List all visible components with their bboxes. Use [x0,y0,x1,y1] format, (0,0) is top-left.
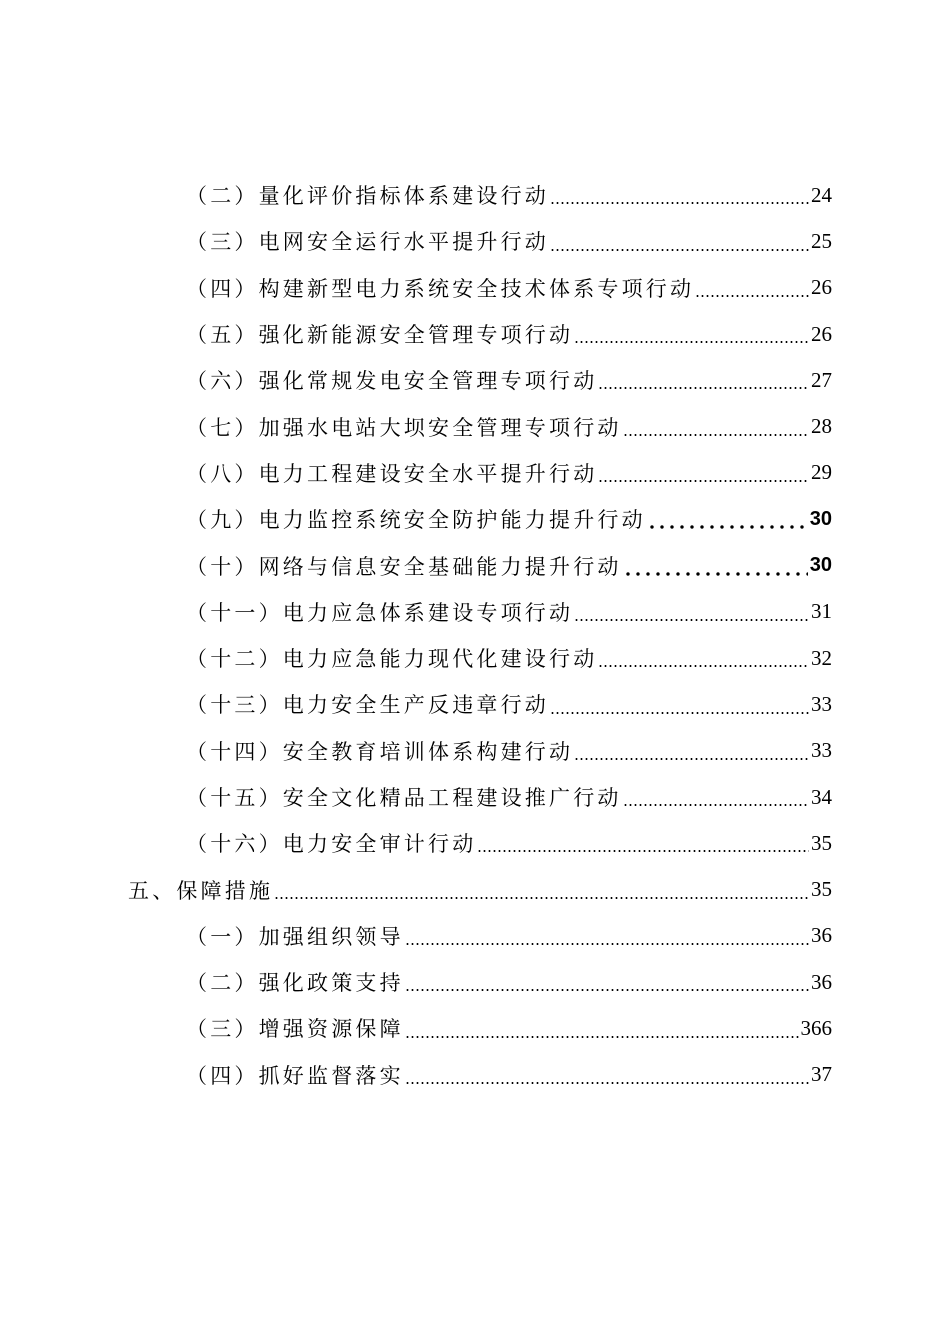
toc-entry-title: （二）强化政策支持 [186,971,404,996]
toc-entry-title: （十二）电力应急能力现代化建设行动 [186,647,598,672]
toc-entry-page: 35 [811,830,832,855]
toc-entry-title: （一）加强组织领导 [186,924,404,949]
toc-entry[interactable] [0,913,832,959]
toc-entry-title: （十六）电力安全审计行动 [186,832,477,857]
toc-entry[interactable] [0,218,832,264]
toc-entry[interactable] [0,311,832,357]
toc-entry-title: （五）强化新能源安全管理专项行动 [186,323,574,348]
dot-leader [623,804,809,806]
toc-entry-title: （三）增强资源保障 [186,1017,404,1042]
toc-entry[interactable] [0,774,832,820]
toc-entry-page: 26 [811,275,832,300]
toc-entry-page: 34 [811,784,832,809]
dot-leader [647,525,808,529]
toc-entry[interactable] [0,959,832,1005]
toc-entry-title: （十）网络与信息安全基础能力提升行动 [186,554,622,579]
toc-entry-page: 37 [811,1062,832,1087]
dot-leader [598,387,809,389]
toc-entry-title: （四）抓好监督落实 [186,1063,404,1088]
toc-entry[interactable] [0,357,832,403]
dot-leader [405,1082,809,1084]
table-of-contents [0,172,950,1098]
toc-entry-page: 30 [809,554,832,577]
toc-entry[interactable] [0,450,832,496]
toc-entry-title: （十四）安全教育培训体系构建行动 [186,739,574,764]
toc-entry-page: 31 [811,599,832,624]
toc-entry-title: （十五）安全文化精品工程建设推广行动 [186,786,622,810]
dot-leader [405,989,809,991]
toc-entry-title: 五、保障措施 [128,878,274,903]
toc-entry-page: 29 [811,460,832,485]
toc-entry[interactable] [0,635,832,681]
toc-entry-page: 24 [811,182,832,207]
toc-entry[interactable] [0,728,832,774]
toc-entry-page: 366 [800,1015,832,1040]
toc-section-entry[interactable] [0,866,832,912]
toc-entry[interactable] [0,1005,832,1051]
toc-entry-page: 25 [811,228,832,253]
dot-leader [623,572,808,576]
toc-entry-page: 33 [811,691,832,716]
toc-entry[interactable] [0,1052,832,1098]
toc-entry-title: （九）电力监控系统安全防护能力提升行动 [186,508,646,533]
dot-leader [598,665,809,667]
dot-leader [623,434,809,436]
dot-leader [274,897,809,899]
toc-entry[interactable] [0,820,832,866]
toc-entry-page: 26 [811,321,832,346]
toc-entry[interactable] [0,681,832,727]
dot-leader [477,850,809,852]
dot-leader [550,202,809,204]
toc-entry-title: （十三）电力安全生产反违章行动 [186,693,549,718]
toc-entry-page: 28 [811,414,832,439]
toc-entry[interactable] [0,542,832,588]
dot-leader [598,480,809,482]
toc-entry-page: 36 [811,969,832,994]
toc-entry[interactable] [0,496,832,542]
toc-entry[interactable] [0,403,832,449]
toc-entry-page: 35 [811,877,832,902]
toc-entry-page: 30 [809,507,832,530]
toc-entry-title: （三）电网安全运行水平提升行动 [186,230,549,255]
toc-entry-page: 27 [811,367,832,392]
toc-entry-title: （七）加强水电站大坝安全管理专项行动 [186,415,622,440]
toc-entry-title: （十一）电力应急体系建设专项行动 [186,600,574,625]
dot-leader [550,712,809,714]
dot-leader [695,295,809,297]
toc-entry[interactable] [0,172,832,218]
toc-entry[interactable] [0,589,832,635]
toc-entry-title: （二）量化评价指标体系建设行动 [186,184,549,209]
dot-leader [574,758,809,760]
toc-entry-title: （八）电力工程建设安全水平提升行动 [186,461,598,486]
toc-entry-page: 32 [811,645,832,670]
dot-leader [550,249,809,251]
toc-entry-page: 33 [811,738,832,763]
toc-entry-title: （六）强化常规发电安全管理专项行动 [186,369,598,394]
toc-entry-page: 36 [811,923,832,948]
dot-leader [405,1036,799,1038]
toc-entry[interactable] [0,265,832,311]
dot-leader [574,341,809,343]
dot-leader [574,619,809,621]
dot-leader [405,943,809,945]
toc-entry-title: （四）构建新型电力系统安全技术体系专项行动 [186,276,695,301]
